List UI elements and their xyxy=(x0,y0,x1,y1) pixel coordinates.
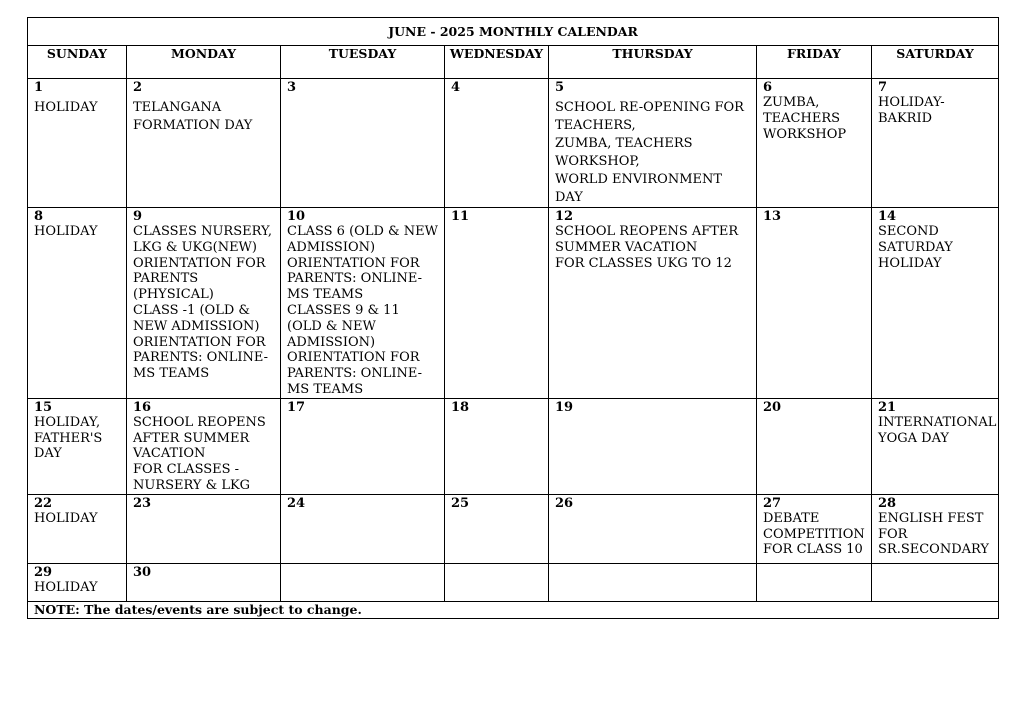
event-text: HOLIDAY xyxy=(34,579,98,595)
day-cell-23 xyxy=(127,494,281,563)
event-text: TELANGANA FORMATION DAY xyxy=(133,100,253,133)
event-text: FOR CLASSES UKG TO 12 xyxy=(555,255,732,271)
day-cell-14 xyxy=(872,208,999,399)
event-text: ORIENTATION FOR PARENTS: ONLINE-MS TEAMS xyxy=(133,334,268,382)
day-number: 18 xyxy=(451,399,470,415)
day-number: 25 xyxy=(451,495,470,511)
day-cell-17 xyxy=(281,398,445,494)
event-text: CLASSES NURSERY, LKG & UKG(NEW) xyxy=(133,224,273,255)
day-cell-5 xyxy=(549,79,757,208)
day-number: 9 xyxy=(133,209,143,224)
weekday-header-saturday: SATURDAY xyxy=(872,46,999,79)
event-text: DEBATE COMPETITION FOR CLASS 10 xyxy=(763,510,865,558)
event-text: HOLIDAY-BAKRID xyxy=(878,95,945,126)
day-number: 12 xyxy=(555,209,574,224)
event-text: SCHOOL REOPENS AFTER SUMMER VACATION xyxy=(555,224,739,255)
day-number: 3 xyxy=(287,80,297,95)
event-text: CLASS -1 (OLD & NEW ADMISSION) xyxy=(133,302,260,334)
event-text: FOR CLASSES - NURSERY & LKG xyxy=(133,462,251,493)
day-number: 22 xyxy=(34,495,53,511)
weekday-header-friday: FRIDAY xyxy=(757,46,872,79)
day-number: 26 xyxy=(555,495,574,511)
day-cell-15 xyxy=(28,398,127,494)
weekday-header-row xyxy=(28,46,999,79)
day-number: 2 xyxy=(133,80,143,95)
event-text: ORIENTATION FOR PARENTS (PHYSICAL) xyxy=(133,255,266,303)
day-number: 15 xyxy=(34,399,53,415)
day-cell-30 xyxy=(127,563,281,601)
day-cell-6 xyxy=(757,79,872,208)
event-text: ZUMBA, TEACHERS WORKSHOP xyxy=(763,95,847,142)
week-row-3 xyxy=(28,398,999,494)
day-cell-24 xyxy=(281,494,445,563)
day-cell-10 xyxy=(281,208,445,399)
day-cell-16 xyxy=(127,398,281,494)
day-number: 7 xyxy=(878,80,888,95)
day-number: 10 xyxy=(287,209,306,224)
week-row-4 xyxy=(28,494,999,563)
weekday-header-tuesday: TUESDAY xyxy=(281,46,445,79)
event-text: CLASSES 9 & 11 (OLD & NEW ADMISSION) xyxy=(287,302,400,350)
day-number: 6 xyxy=(763,80,773,95)
monthly-calendar-table xyxy=(27,17,999,619)
empty-day-cell xyxy=(281,563,445,601)
day-cell-22 xyxy=(28,494,127,563)
day-cell-21 xyxy=(872,398,999,494)
day-cell-3 xyxy=(281,79,445,208)
day-number: 28 xyxy=(878,495,897,511)
day-cell-7 xyxy=(872,79,999,208)
day-number: 11 xyxy=(451,209,470,224)
empty-day-cell xyxy=(549,563,757,601)
day-number: 27 xyxy=(763,495,782,511)
event-text: ENGLISH FEST FOR SR.SECONDARY xyxy=(878,510,989,558)
day-number: 1 xyxy=(34,80,44,95)
day-number: 4 xyxy=(451,80,461,95)
day-number: 16 xyxy=(133,399,152,415)
day-number: 24 xyxy=(287,495,306,511)
week-row-1 xyxy=(28,79,999,208)
day-cell-28 xyxy=(872,494,999,563)
empty-day-cell xyxy=(445,563,549,601)
day-cell-19 xyxy=(549,398,757,494)
day-cell-13 xyxy=(757,208,872,399)
weekday-header-wednesday: WEDNESDAY xyxy=(445,46,549,79)
day-cell-20 xyxy=(757,398,872,494)
event-text: CLASS 6 (OLD & NEW ADMISSION) xyxy=(287,224,438,255)
event-text: ORIENTATION FOR PARENTS: ONLINE-MS TEAMS xyxy=(287,255,422,303)
empty-day-cell xyxy=(757,563,872,601)
event-text: SCHOOL REOPENS AFTER SUMMER VACATION xyxy=(133,414,266,462)
empty-day-cell xyxy=(872,563,999,601)
event-text: INTERNATIONAL YOGA DAY xyxy=(878,414,997,446)
day-cell-8 xyxy=(28,208,127,399)
week-row-5 xyxy=(28,563,999,601)
day-number: 17 xyxy=(287,399,306,415)
event-text: HOLIDAY, FATHER'S DAY xyxy=(34,414,103,462)
day-cell-1 xyxy=(28,79,127,208)
day-cell-25 xyxy=(445,494,549,563)
event-text: HOLIDAY xyxy=(34,224,98,239)
day-number: 29 xyxy=(34,564,53,580)
day-cell-29 xyxy=(28,563,127,601)
day-cell-4 xyxy=(445,79,549,208)
event-text: WORLD ENVIRONMENT DAY xyxy=(555,172,723,205)
day-number: 13 xyxy=(763,209,782,224)
calendar-note: NOTE: The dates/events are subject to change. xyxy=(28,601,999,618)
day-cell-27 xyxy=(757,494,872,563)
event-text: SCHOOL RE-OPENING FOR TEACHERS, xyxy=(555,100,744,133)
calendar-title: JUNE - 2025 MONTHLY CALENDAR xyxy=(28,18,999,46)
day-number: 21 xyxy=(878,399,897,415)
day-number: 30 xyxy=(133,564,152,580)
weekday-header-sunday: SUNDAY xyxy=(28,46,127,79)
day-number: 19 xyxy=(555,399,574,415)
day-number: 8 xyxy=(34,209,44,224)
day-cell-9 xyxy=(127,208,281,399)
day-number: 14 xyxy=(878,209,897,224)
day-number: 5 xyxy=(555,80,565,95)
day-cell-18 xyxy=(445,398,549,494)
event-text: SECOND SATURDAY HOLIDAY xyxy=(878,224,953,271)
day-number: 20 xyxy=(763,399,782,415)
day-cell-2 xyxy=(127,79,281,208)
day-cell-12 xyxy=(549,208,757,399)
day-number: 23 xyxy=(133,495,152,511)
weekday-header-thursday: THURSDAY xyxy=(549,46,757,79)
weekday-header-monday: MONDAY xyxy=(127,46,281,79)
day-cell-11 xyxy=(445,208,549,399)
event-text: ZUMBA, TEACHERS WORKSHOP, xyxy=(555,136,693,169)
day-cell-26 xyxy=(549,494,757,563)
event-text: HOLIDAY xyxy=(34,100,98,115)
event-text: ORIENTATION FOR PARENTS: ONLINE-MS TEAMS xyxy=(287,350,422,397)
event-text: HOLIDAY xyxy=(34,510,98,526)
week-row-2 xyxy=(28,208,999,399)
